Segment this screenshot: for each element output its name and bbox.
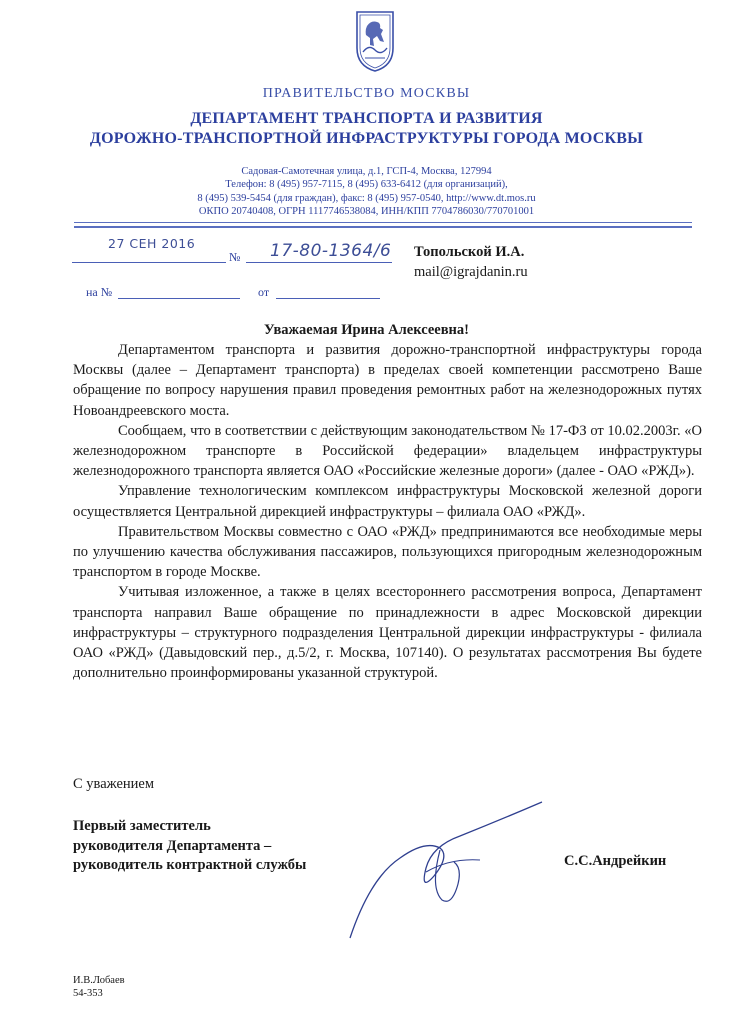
reference-number-line bbox=[118, 298, 240, 299]
signatory-title bbox=[73, 817, 306, 876]
letter-body bbox=[73, 340, 702, 683]
signatory-title-line: Первый заместитель bbox=[73, 818, 211, 834]
handwritten-signature-icon bbox=[330, 788, 560, 948]
department-name-line2: ДОРОЖНО-ТРАНСПОРТНОЙ ИНФРАСТРУКТУРЫ ГОРОДА МОСКВЫ bbox=[89, 130, 644, 147]
outgoing-date-stamp: 27 СЕН 2016 bbox=[108, 236, 196, 251]
reference-date-line bbox=[276, 298, 380, 299]
address-line: Садовая-Самотечная улица, д.1, ГСП-4, Москва, 127994 bbox=[241, 166, 492, 177]
reference-number-label: на № bbox=[86, 285, 113, 299]
outgoing-number-handwritten: 17-80-1364/6 bbox=[270, 241, 392, 261]
addressee-email: mail@igrajdanin.ru bbox=[414, 264, 528, 280]
body-paragraph: Сообщаем, что в соответствии с действующим законодательством № 17-ФЗ от 10.02.2003г. «О железнодорожном транспорте в Российской федерации» владельцем инфраструктуры железнодорожного транспорта является ОАО «Российские железные дороги» (далее - ОАО «РЖД»). bbox=[73, 422, 702, 480]
signatory-name: С.С.Андрейкин bbox=[564, 853, 667, 869]
signatory-title-line: руководитель контрактной службы bbox=[73, 857, 307, 873]
letterhead-divider-thick bbox=[74, 226, 692, 228]
body-paragraph: Правительством Москвы совместно с ОАО «РЖД» предпринимаются все необходимые меры по улучшению качества обслуживания пассажиров, пользующихся пригородным железнодорожным транспортом в городе Москве. bbox=[73, 523, 702, 581]
salutation: Уважаемая Ирина Алексеевна! bbox=[264, 322, 469, 338]
date-field-line bbox=[72, 262, 226, 263]
government-name: ПРАВИТЕЛЬСТВО МОСКВЫ bbox=[262, 86, 471, 101]
body-paragraph: Управление технологическим комплексом инфраструктуры Московской железной дороги осуществляется Центральной дирекцией инфраструктуры – филиала ОАО «РЖД». bbox=[73, 483, 702, 520]
phone-line: Телефон: 8 (495) 957-7115, 8 (495) 633-6412 (для организаций), bbox=[225, 179, 508, 190]
executor-phone: 54-353 bbox=[73, 988, 103, 999]
fax-website-line: 8 (495) 539-5454 (для граждан), факс: 8 (495) 957-0540, http://www.dt.mos.ru bbox=[197, 193, 536, 204]
moscow-coat-of-arms-icon bbox=[353, 8, 397, 74]
executor-info bbox=[73, 974, 125, 1000]
body-paragraph: Учитывая изложенное, а также в целях всестороннего рассмотрения вопроса, Департамент транспорта направил Ваше обращение по принадлежности в адрес Московской дирекции инфраструктуры – структурного подразделения Центральной дирекции инфраструктуры - филиала ОАО «РЖД» (Давыдовский пер., д.5/2, г. Москва, 107140). О результатах рассмотрения Вы будете дополнительно проинформированы указанной структурой. bbox=[73, 584, 702, 682]
number-label: № bbox=[229, 250, 241, 264]
letterhead-divider-thin bbox=[74, 222, 692, 223]
addressee-name: Топольской И.А. bbox=[414, 244, 525, 260]
executor-name: И.В.Лобаев bbox=[73, 975, 125, 986]
body-paragraph: Департаментом транспорта и развития дорожно-транспортной инфраструктуры города Москвы (далее – Департамент транспорта) в пределах своей компетенции рассмотрено Ваше обращение по вопросу нарушения правил проведения ремонтных работ на железнодорожных путях Новоандреевского моста. bbox=[73, 342, 702, 419]
registry-codes-line: ОКПО 20740408, ОГРН 1117746538084, ИНН/КПП 7704786030/770701001 bbox=[198, 206, 535, 217]
number-field-line bbox=[246, 262, 392, 263]
signatory-title-line: руководителя Департамента – bbox=[73, 837, 272, 854]
department-name-line1: ДЕПАРТАМЕНТ ТРАНСПОРТА И РАЗВИТИЯ bbox=[190, 110, 543, 127]
closing-phrase: С уважением bbox=[73, 776, 155, 792]
reference-date-label: от bbox=[258, 285, 270, 299]
